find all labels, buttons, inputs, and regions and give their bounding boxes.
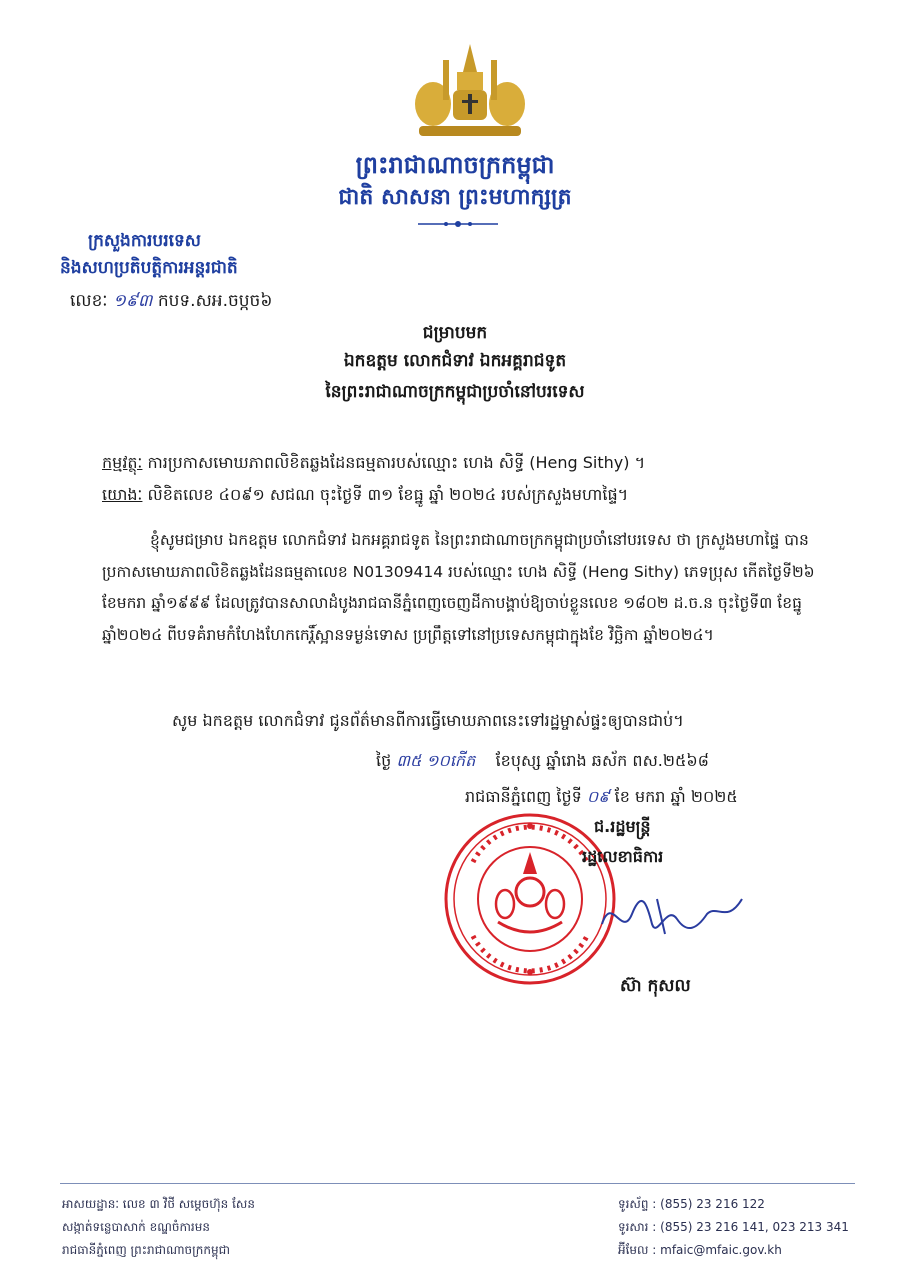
national-motto: ជាតិ សាសនា ព្រះមហាក្សត្រ [338,185,572,210]
lunar-date-rest: ខែបុស្ស ឆ្នាំរោង ឆស័ក ពស.២៥៦៨ [495,751,709,770]
recipient-line3: នៃព្រះរាជាណាចក្រកម្ពុជាប្រចាំនៅបរទេស [325,382,585,402]
footer-address-line1: អាសយដ្ឋានៈ លេខ ៣ វិថី សម្តេចហ៊ុន សែន [62,1197,255,1211]
ministry-name-line2: និងសហប្រតិបត្តិការអន្តរជាតិ [60,258,238,278]
footer-email[interactable]: អ៊ីមែល : mfaic@mfaic.gov.kh [618,1243,782,1257]
lunar-date-handwritten: ៣៥ ១០កើត [396,751,476,770]
lunar-date [376,750,709,774]
footer-address-line2: សង្កាត់ទន្លេបាសាក់ ខណ្ឌចំការមន [62,1220,210,1234]
ref-label: យោងៈ [102,485,143,504]
subject-line [102,452,645,476]
recipient-line1: ជម្រាបមក [422,323,488,343]
reference-line [102,484,628,508]
lunar-date-label: ថ្ងៃ [376,751,392,770]
signatory-position: រដ្ឋលេខាធិការ [582,847,664,866]
closing-text: សូម ឯកឧត្តម លោកជំទាវ ជូនព័ត៌មានពីការធ្វើមោឃភាពនេះទៅរដ្ឋម្ចាស់ផ្ទះឲ្យបានជាប់។ [172,711,684,730]
reference-label: លេខៈ [70,291,108,311]
royal-emblem-icon [405,42,535,142]
recipient-line2: ឯកឧត្តម លោកជំទាវ ឯកអគ្គរាជទូត [343,351,567,371]
body-paragraph [102,525,830,651]
reference-code: កបទ.សអ.ចប្កច៦ [157,291,273,311]
subject-label: កម្មវត្ថុៈ [102,453,143,472]
solar-date-suffix: ខែ មករា ឆ្នាំ ២០២៥ [614,787,738,806]
ministry-name-line1: ក្រសួងការបរទេស [88,231,201,251]
solar-date [465,786,738,810]
kingdom-title: ព្រះរាជាណាចក្រកម្ពុជា [355,151,555,179]
footer-address-line3: រាជធានីភ្នំពេញ ព្រះរាជាណាចក្រកម្ពុជា [62,1243,230,1257]
ornament-divider-icon [418,214,498,224]
official-seal-icon [443,812,618,987]
ref-text: លិខិតលេខ ៤០៩១ សជណ ចុះថ្ងៃទី ៣១ ខែធ្នូ ឆ្នាំ ២០២៤ របស់ក្រសួងមហាផ្ទៃ។ [147,485,629,504]
signature-icon [597,884,747,944]
reference-number [70,290,272,315]
footer-phone: ទូរស័ព្ទ : (855) 23 216 122 [618,1197,765,1211]
signatory-name: ស៊ា កុសល [620,976,691,996]
subject-text: ការប្រកាសមោឃភាពលិខិតឆ្លងដែនធម្មតារបស់ឈ្មោះ ហេង សិទ្ធី (Heng Sithy) ។ [147,453,646,472]
solar-date-prefix: រាជធានីភ្នំពេញ ថ្ងៃទី [465,787,582,806]
body-text: ខ្ញុំសូមជម្រាប ឯកឧត្តម លោកជំទាវ ឯកអគ្គរាជទូត នៃព្រះរាជាណាចក្រកម្ពុជាប្រចាំនៅបរទេស ថា ក្រសួងមហាផ្ទៃ បានប្រកាសមោឃភាពលិខិតឆ្លងដែនធម្មតាលេខ N01309414 របស់ឈ្មោះ ហេង សិទ្ធី (Heng Sithy) ភេទប្រុស កើតថ្ងៃទី២៦ ខែមករា ឆ្នាំ១៩៩៩ ដែលត្រូវបានសាលាដំបូងរាជធានីភ្នំពេញចេញដីកាបង្គាប់ឱ្យចាប់ខ្លួនលេខ ១៨០២ ដ.ច.ន ចុះថ្ងៃទី៣ ខែធ្នូ ឆ្នាំ២០២៤ ពីបទគំរាមកំហែងហែកកេរ្តិ៍ស្អានទម្ងន់ទោស ប្រព្រឹត្តទៅនៅប្រទេសកម្ពុជាក្នុងខែ វិច្ឆិកា ឆ្នាំ២០២៤។ [102,531,815,644]
signatory-title: ជ.រដ្ឋមន្ត្រី [594,817,651,836]
footer-fax: ទូរសារ : (855) 23 216 141, 023 213 341 [618,1220,849,1234]
reference-handwritten-number: ១៩៣ [112,291,153,311]
solar-date-day: ០៩ [586,787,610,806]
footer-divider [60,1183,855,1184]
